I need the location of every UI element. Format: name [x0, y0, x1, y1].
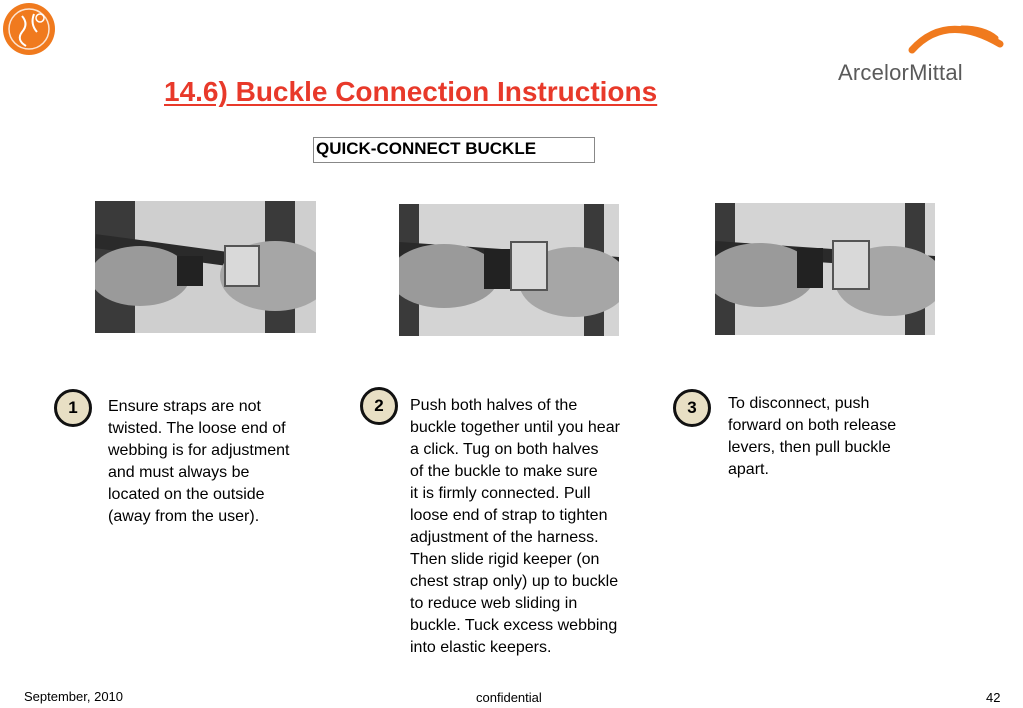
footer-classification: confidential [476, 690, 542, 705]
step-line: levers, then pull buckle [728, 439, 891, 456]
step-line: To disconnect, push [728, 395, 870, 412]
step-line: adjustment of the harness. [410, 529, 599, 546]
step-line: Then slide rigid keeper (on [410, 551, 600, 568]
step-1-text [108, 396, 328, 528]
step-3-text [728, 393, 938, 481]
step-line: (away from the user). [108, 508, 260, 525]
step-line: of the buckle to make sure [410, 463, 598, 480]
footer-date: September, 2010 [24, 689, 124, 704]
step-line: buckle together until you hear [410, 419, 620, 436]
brand-logo [836, 18, 1006, 90]
safety-logo [2, 2, 56, 56]
step-line: to reduce web sliding in [410, 595, 578, 612]
step-line: chest strap only) up to buckle [410, 573, 619, 590]
step-2-text [410, 395, 660, 659]
step-line: located on the outside [108, 486, 265, 503]
step-line: apart. [728, 461, 769, 478]
brand-swoosh-icon [836, 18, 1006, 58]
step-1-photo [95, 201, 316, 333]
step-3-photo [715, 203, 935, 335]
step-1-badge: 1 [54, 389, 92, 427]
step-line: buckle. Tuck excess webbing [410, 617, 618, 634]
step-2-badge: 2 [360, 387, 398, 425]
step-line: into elastic keepers. [410, 639, 552, 656]
step-line: Push both halves of the [410, 397, 578, 414]
step-line: and must always be [108, 464, 250, 481]
step-line: loose end of strap to tighten [410, 507, 608, 524]
step-3-badge: 3 [673, 389, 711, 427]
section-subtitle: QUICK-CONNECT BUCKLE [313, 137, 595, 163]
step-line: a click. Tug on both halves [410, 441, 599, 458]
step-2-photo [399, 204, 619, 336]
step-line: forward on both release [728, 417, 897, 434]
page-title: 14.6) Buckle Connection Instructions [164, 76, 658, 107]
step-line: webbing is for adjustment [108, 442, 290, 459]
step-line: it is firmly connected. Pull [410, 485, 591, 502]
step-line: Ensure straps are not [108, 398, 261, 415]
step-line: twisted. The loose end of [108, 420, 286, 437]
page-number: 42 [986, 690, 1001, 705]
brand-name: ArcelorMittal [838, 60, 963, 85]
